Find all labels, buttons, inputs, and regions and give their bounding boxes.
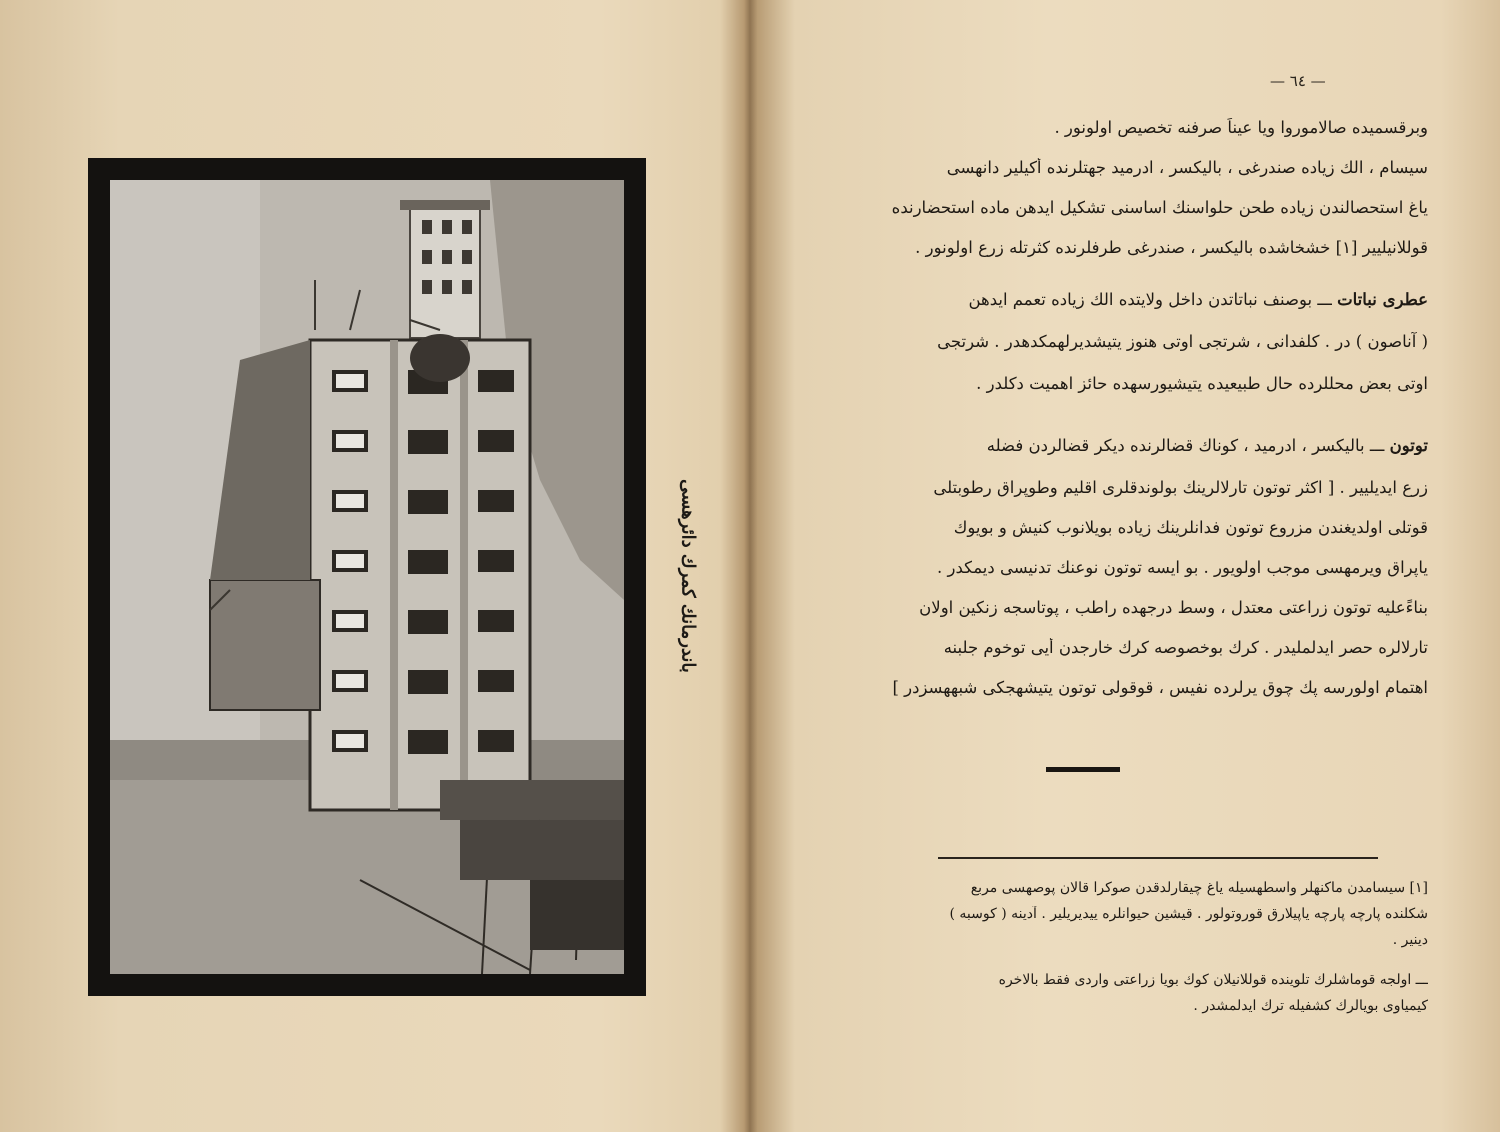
section-divider (1046, 767, 1120, 772)
text-line-aromatic: عطرى نباتات ـــ بوصنف نباتاتدن داخل ولايتده الك زياده تعمم ايدهن (968, 290, 1428, 309)
text-line-content: ـــ باليكسر ، ادرميد ، كوناك قضالرنده ديكر قضالردن فضله (986, 436, 1385, 455)
customs-house-photo (110, 180, 624, 974)
text-line: قوتلى اولديغندن مزروع توتون فدانلرينك زياده بويلانوب كنيش و بويوك (953, 518, 1428, 537)
text-line: قوللانيليير [١] خشخاشده باليكسر ، صندرغى طرفلرنده كثرتله زرع اولونور . (915, 238, 1428, 257)
footnote-line: دينير . (1392, 932, 1428, 948)
left-page (0, 0, 745, 1132)
text-line: اوتى بعض محللرده حال طبيعيده يتيشيورسهده حائز اهميت دكلدر . (976, 374, 1428, 393)
photo-plate-frame (88, 158, 646, 996)
text-line: سيسام ، الك زياده صندرغى ، باليكسر ، ادرميد جهتلرنده أكيلير دانهسى (946, 158, 1428, 177)
text-line: وبرقسمیده صالاموروا ويا عيناً صرفنه تخصيص اولونور . (1054, 118, 1428, 137)
text-line-content: بوصنف نباتاتدن داخل ولايتده الك زياده تعمم ايدهن (968, 290, 1313, 309)
text-line: اهتمام اولورسه پك چوق يرلرده نفيس ، قوقولى توتون يتيشهجكى شبههسزدر ] (892, 678, 1428, 697)
footnote-line: ـــ اولجه قوماشلرك تلوينده قوللانيلان كوك بويا زراعتى واردى فقط بالاخره (998, 972, 1428, 988)
text-line: زرع ايديليير . [ اكثر توتون تارلالرينك بولوندقلرى اقليم وطوپراق رطوبتلى (933, 478, 1428, 497)
page-number: — ٦٤ — (1270, 72, 1326, 90)
text-line-tobacco (760, 436, 1428, 455)
body-text (760, 118, 1428, 718)
text-line: ياغ استحصالندن زياده طحن حلواسنك اساسنى تشكيل ايدهن ماده استحضارنده (891, 198, 1428, 217)
heading-aromatic-plants: عطرى نباتات (1337, 290, 1428, 309)
footnote-line: [١] سيسامدن ماكنهلر واسطهسيله ياغ چيقارلدقدن صوكرا قالان پوصهسى مربع (970, 880, 1428, 896)
photo-plate (110, 180, 624, 974)
footnote-line: كيمياوى بويالرك كشفيله ترك ايدلمشدر . (1193, 998, 1428, 1014)
footnote-rule (938, 857, 1378, 859)
text-line: بناءًعليه توتون زراعتى معتدل ، وسط درجهده راطب ، پوتاسجه زنكين اولان (919, 598, 1428, 617)
heading-tobacco: توتون (1389, 436, 1428, 455)
text-line: تارلالره حصر ايدلمليدر . كرك بوخصوصه كرك خارجدن أيى توخوم جلبنه (943, 638, 1428, 657)
plate-caption: باندرمانك كمرك دائرهسی (677, 479, 699, 673)
text-line: ( آناصون ) در . كلفدانى ، شرتجى اوتى هنوز يتيشديرلهمكدهدر . شرتجى (937, 332, 1428, 351)
footnote-line: شكلنده پارچه پارچه ياپيلارق قوروتولور . قيشين حيوانلره ييديريلير . آدينه ( كوسبه ) (949, 906, 1428, 922)
text-line: ياپراق ويرمهسى موجب اولويور . بو ايسه توتون نوعنك تدنيسى ديمكدر . (937, 558, 1428, 577)
